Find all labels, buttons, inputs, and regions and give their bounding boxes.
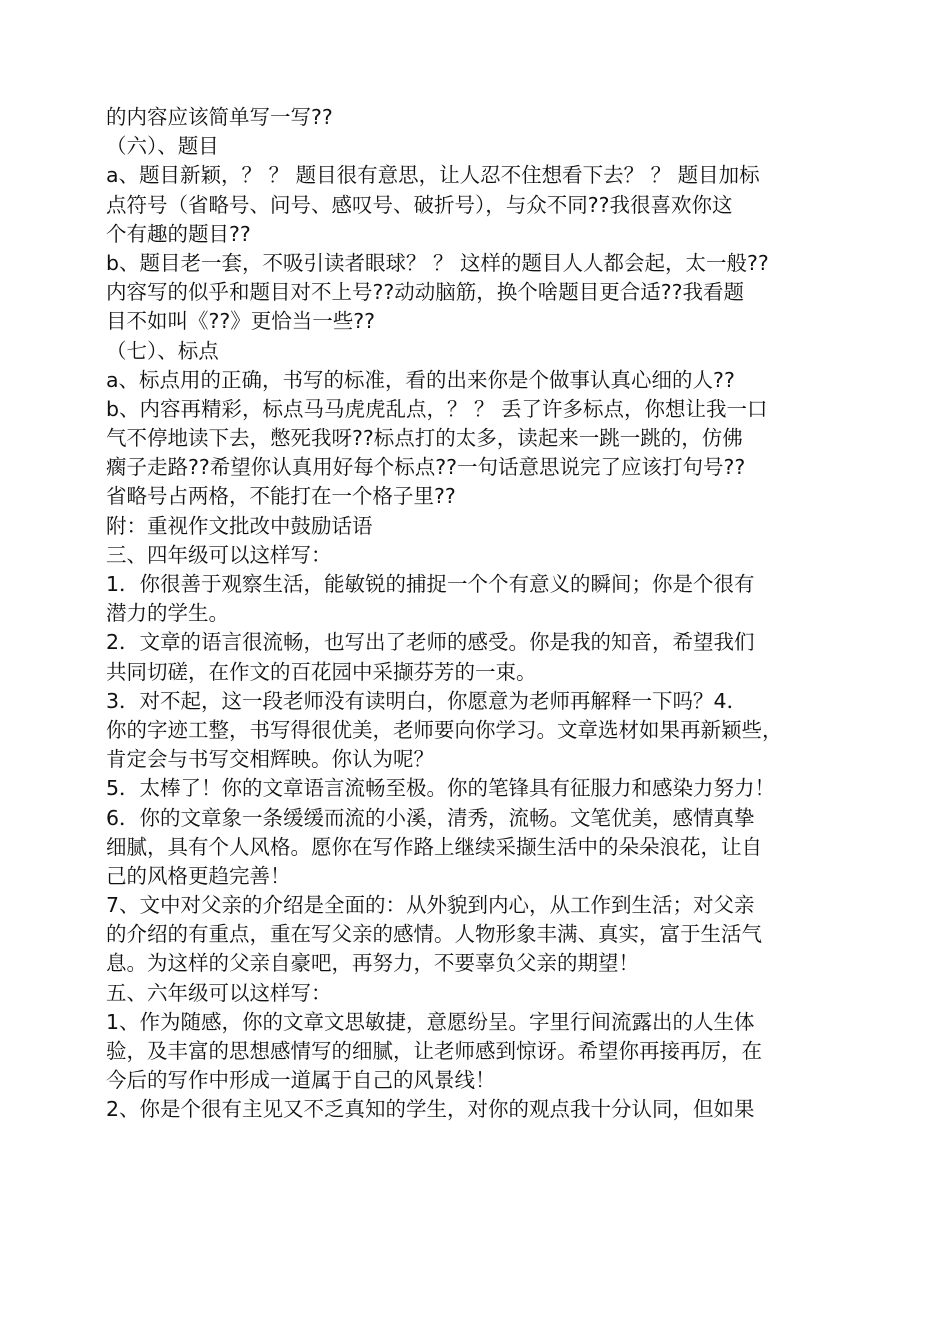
text-line: 5．太棒了！你的文章语言流畅至极。你的笔锋具有征服力和感染力努力！ bbox=[106, 776, 776, 801]
text-line: 2、你是个很有主见又不乏真知的学生，对你的观点我十分认同，但如果 bbox=[106, 1097, 755, 1122]
text-line: b、内容再精彩，标点马马虎虎乱点，？ ？ 丢了许多标点，你想让我一口 bbox=[106, 396, 768, 421]
text-line: 验，及丰富的思想感情写的细腻，让老师感到惊讶。希望你再接再厉，在 bbox=[106, 1039, 762, 1063]
text-line: 点符号（省略号、问号、感叹号、破折号），与众不同??我很喜欢你这 bbox=[106, 192, 733, 217]
section-heading: 附：重视作文批改中鼓励话语 bbox=[106, 513, 373, 538]
section-heading: 三、四年级可以这样写： bbox=[106, 542, 332, 567]
text-line: 细腻，具有个人风格。愿你在写作路上继续采撷生活中的朵朵浪花，让自 bbox=[106, 834, 762, 859]
text-line: a、标点用的正确，书写的标准，看的出来你是个做事认真心细的人?? bbox=[106, 367, 735, 392]
text-line: 气不停地读下去，憋死我呀??标点打的太多，读起来一跳一跳的，仿佛 bbox=[106, 426, 743, 451]
text-line: 省略号占两格，不能打在一个格子里?? bbox=[106, 484, 456, 509]
text-line: 息。为这样的父亲自豪吧，再努力，不要辜负父亲的期望！ bbox=[106, 951, 639, 976]
text-line: 目不如叫《??》更恰当一些?? bbox=[106, 309, 376, 334]
text-line: 你的字迹工整，书写得很优美，老师要向你学习。文章选材如果再新颖些， bbox=[106, 717, 783, 742]
text-line: 的介绍的有重点，重在写父亲的感情。人物形象丰满、真实，富于生活气 bbox=[106, 922, 762, 947]
text-line: 内容写的似乎和题目对不上号??动动脑筋，换个啥题目更合适??我看题 bbox=[106, 280, 745, 305]
text-line: a、题目新颖，？ ？ 题目很有意思，让人忍不住想看下去？ ？ 题目加标 bbox=[106, 163, 760, 188]
text-line: 个有趣的题目?? bbox=[106, 221, 251, 246]
text-line: 瘸子走路??希望你认真用好每个标点??一句话意思说完了应该打句号?? bbox=[106, 455, 746, 480]
text-line: 己的风格更趋完善！ bbox=[106, 863, 291, 888]
text-line: 2．文章的语言很流畅，也写出了老师的感受。你是我的知音，希望我们 bbox=[106, 630, 755, 655]
section-heading: 五、六年级可以这样写： bbox=[106, 980, 332, 1005]
text-line: 3．对不起，这一段老师没有读明白，你愿意为老师再解释一下吗？4． bbox=[106, 688, 748, 713]
text-line: 7、文中对父亲的介绍是全面的：从外貌到内心，从工作到生活；对父亲 bbox=[106, 893, 755, 918]
text-line: 潜力的学生。 bbox=[106, 601, 229, 626]
text-line: 1．你很善于观察生活，能敏锐的捕捉一个个有意义的瞬间；你是个很有 bbox=[106, 572, 755, 596]
text-line: 1、作为随感，你的文章文思敏捷，意愿纷呈。字里行间流露出的人生体 bbox=[106, 1009, 755, 1034]
section-heading: （七）、标点 bbox=[106, 338, 219, 363]
text-line: 今后的写作中形成一道属于自己的风景线！ bbox=[106, 1068, 496, 1093]
text-line: 6．你的文章象一条缓缓而流的小溪，清秀，流畅。文笔优美，感情真挚 bbox=[106, 805, 755, 830]
text-line: b、题目老一套，不吸引读者眼球？ ？ 这样的题目人人都会起，太一般?? bbox=[106, 250, 769, 275]
text-line: 共同切磋，在作文的百花园中采撷芬芳的一束。 bbox=[106, 659, 537, 684]
section-heading: （六）、题目 bbox=[106, 134, 219, 159]
document-body bbox=[106, 103, 866, 1125]
text-line: 肯定会与书写交相辉映。你认为呢？ bbox=[106, 747, 434, 772]
text-line: 的内容应该简单写一写?? bbox=[106, 105, 333, 129]
